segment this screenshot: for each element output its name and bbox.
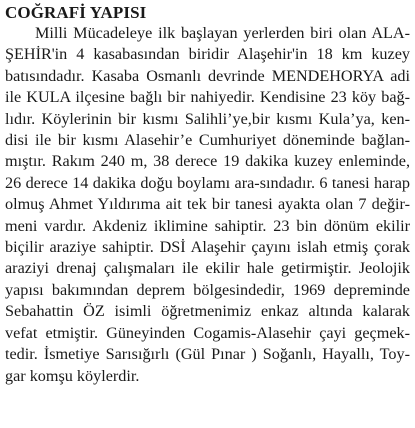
paragraph-line: lıdır. Köylerinin bir kısmı Salihli’ye,bir kısmı Kula’ya, ken- — [5, 109, 410, 128]
paragraph-line: gar komşu köylerdir. — [5, 366, 140, 385]
paragraph-line: biçilir araziye sahiptir. DSİ Alaşehir çayını islah etmiş çorak — [5, 238, 410, 257]
paragraph-line: ŞEHİR'in 4 kasabasından biridir Alaşehir'in 18 km kuzey — [5, 45, 410, 64]
paragraph-line: batısındadır. Kasaba Osmanlı devrinde MENDEHORYA adi — [5, 66, 410, 85]
paragraph-line: vefat etmiştir. Güneyinden Cogamis-Alasehir çayi geçmek- — [5, 323, 410, 342]
paragraph-line: olmuş Ahmet Yıldırıma ait tek bir tanesi ayakta olan 7 değir- — [5, 195, 410, 214]
paragraph-line: meni vardır. Akdeniz iklimine sahiptir. 23 bin dönüm ekilir — [5, 216, 410, 235]
paragraph-line: araziyi drenaj çalışmaları ile ekilir hale getirmiştir. Jeolojik — [5, 259, 410, 278]
document-page — [5, 2, 410, 387]
paragraph-line: ile KULA ilçesine bağlı bir nahiyedir. Kendisine 23 köy bağ- — [5, 88, 410, 107]
paragraph-line: yapısı bakımından deprem bölgesindedir, 1969 depreminde — [5, 280, 410, 299]
paragraph-line: Sebahattin ÖZ isimli öğretmenimiz enkaz altında kalarak — [5, 302, 410, 321]
body-paragraph — [5, 23, 410, 387]
paragraph-line: Milli Mücadeleye ilk başlayan yerlerden biri olan ALA- — [35, 24, 410, 42]
paragraph-line: 26 derece 14 dakika doğu boylamı ara-sındadır. 6 tanesi harap — [5, 173, 410, 192]
paragraph-line: tedir. İsmetiye Sarısığırlı (Gül Pınar ) Soğanlı, Hayallı, Toy- — [5, 345, 410, 364]
paragraph-line: disi ile bir kısmı Alasehir’e Cumhuriyet döneminde bağlan- — [5, 131, 410, 150]
paragraph-line: mıştır. Rakım 240 m, 38 derece 19 dakika kuzey enleminde, — [5, 152, 410, 171]
section-title: COĞRAFİ YAPISI — [5, 3, 147, 22]
